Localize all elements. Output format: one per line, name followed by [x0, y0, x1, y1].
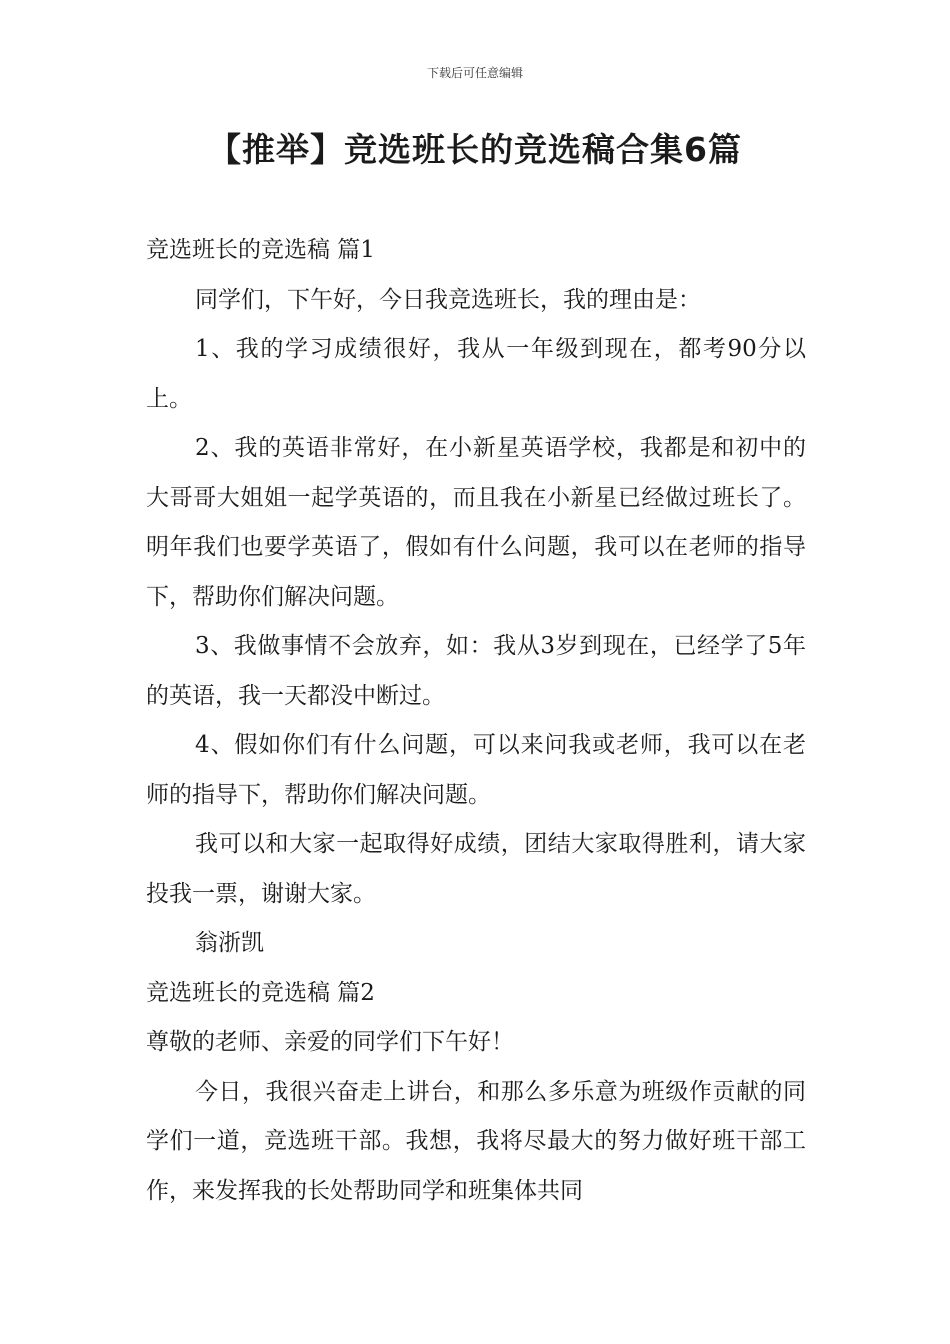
header-note: 下载后可任意编辑 — [426, 66, 523, 80]
paragraph: 3、我做事情不会放弃，如：我从3岁到现在，已经学了5年的英语，我一天都没中断过。 — [146, 633, 806, 709]
paragraph: 我可以和大家一起取得好成绩，团结大家取得胜利，请大家投我一票，谢谢大家。 — [146, 831, 806, 907]
paragraph: 同学们，下午好，今日我竞选班长，我的理由是： — [195, 286, 701, 313]
author-name: 翁浙凯 — [195, 930, 264, 956]
document-body — [146, 226, 806, 1216]
salutation: 尊敬的老师、亲爱的同学们下午好！ — [146, 1029, 514, 1055]
paragraph: 今日，我很兴奋走上讲台，和那么多乐意为班级作贡献的同学们一道，竞选班干部。我想，我将尽最大的努力做好班干部工作，来发挥我的长处帮助同学和班集体共同 — [146, 1078, 806, 1204]
section-heading: 竞选班长的竞选稿 篇2 — [146, 979, 375, 1006]
paragraph: 1、我的学习成绩很好，我从一年级到现在，都考90分以上。 — [146, 336, 806, 412]
document-title: 【推举】竞选班长的竞选稿合集6篇 — [208, 130, 742, 169]
paragraph: 4、假如你们有什么问题，可以来问我或老师，我可以在老师的指导下，帮助你们解决问题。 — [146, 732, 806, 808]
section-heading: 竞选班长的竞选稿 篇1 — [146, 237, 375, 263]
paragraph: 2、我的英语非常好，在小新星英语学校，我都是和初中的大哥哥大姐姐一起学英语的，而且我在小新星已经做过班长了。明年我们也要学英语了，假如有什么问题，我可以在老师的指导下，帮助你们解决问题。 — [146, 435, 806, 610]
